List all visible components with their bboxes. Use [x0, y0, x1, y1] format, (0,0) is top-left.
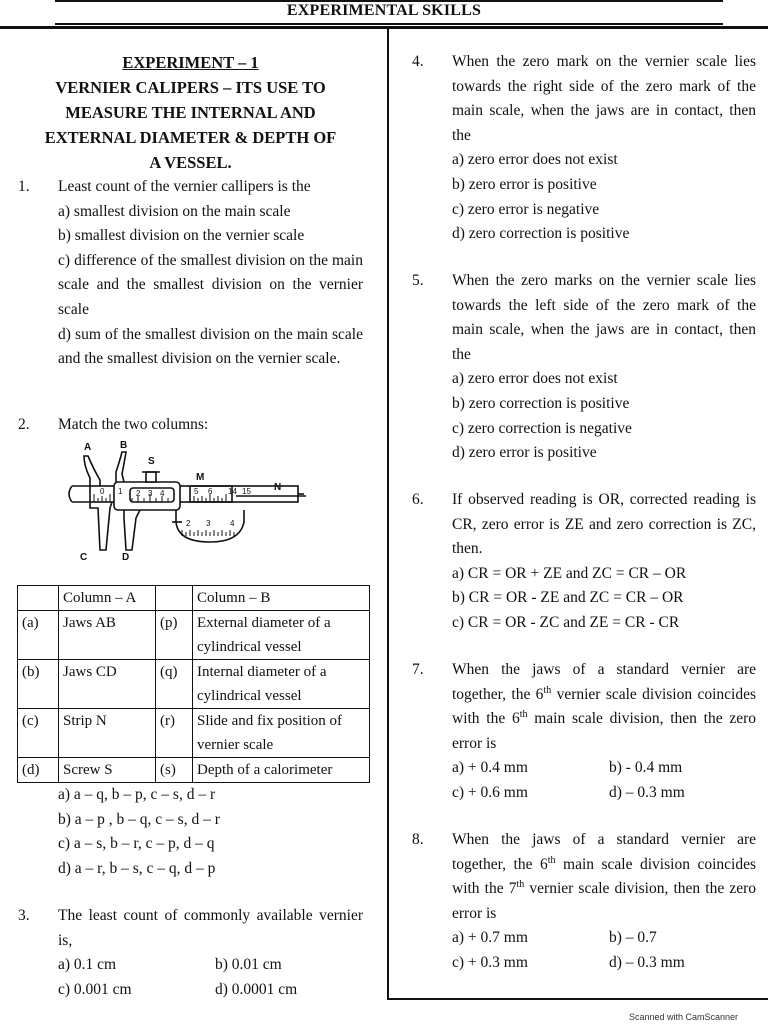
jaw-b	[116, 452, 126, 482]
tick-label: 6	[208, 487, 213, 496]
label-c: C	[80, 552, 88, 563]
option: a) + 0.4 mm	[452, 759, 528, 777]
column-a-cell: Jaws CD	[59, 660, 156, 709]
row-label: (q)	[156, 660, 193, 709]
screw-s	[146, 472, 156, 482]
option: c) zero correction is negative	[452, 419, 632, 437]
jaw-c	[90, 502, 112, 550]
column-b-cell: Internal diameter of a cylindrical vessel	[193, 660, 370, 709]
question-number: 4.	[412, 53, 424, 70]
column-b-cell: Depth of a calorimeter	[193, 758, 370, 783]
option: b) smallest division on the vernier scale	[58, 227, 305, 245]
option: a) a – q, b – p, c – s, d – r	[58, 786, 216, 803]
row-label: (s)	[156, 758, 193, 783]
option: a) zero error does not exist	[452, 370, 618, 388]
bottom-rule	[387, 998, 768, 1000]
jaw-a	[84, 456, 100, 486]
tick-label: 2	[186, 519, 191, 528]
experiment-title-line: A VESSEL.	[149, 153, 232, 172]
question-number: 5.	[412, 272, 424, 289]
column-a-cell: Jaws AB	[59, 611, 156, 660]
option: d) – 0.3 mm	[609, 783, 685, 801]
question-text: Match the two columns:	[58, 416, 209, 433]
header-double-rule	[0, 26, 768, 29]
tick-label: 2	[136, 489, 141, 498]
label-s: S	[148, 456, 155, 467]
table-row	[18, 758, 370, 783]
question-text: When the zero marks on the vernier scale lies towards the left side of the zero mark of the main scale, when the jaws are in contact, then the	[452, 272, 756, 363]
option: a) 0.1 cm	[58, 956, 117, 974]
header-underline	[55, 23, 723, 25]
question-number: 8.	[412, 831, 424, 848]
column-b-header: Column – B	[193, 586, 370, 611]
tick-label: 1	[118, 487, 123, 496]
row-label: (p)	[156, 611, 193, 660]
question-5	[412, 269, 756, 466]
question-2-options	[58, 783, 368, 881]
vernier-slider	[114, 482, 180, 510]
tick-label: 15	[242, 487, 251, 496]
row-label: (a)	[18, 611, 59, 660]
question-number: 6.	[412, 491, 424, 508]
table-header-row	[18, 586, 370, 611]
match-columns-table	[17, 585, 370, 783]
tick-label: 3	[206, 519, 211, 528]
question-1	[18, 175, 363, 372]
question-text: If observed reading is OR, corrected reading is CR, zero error is ZE and zero correction is ZC, then.	[452, 491, 756, 558]
table-row	[18, 709, 370, 758]
experiment-title-line: VERNIER CALIPERS – ITS USE TO	[55, 78, 326, 97]
option: b) CR = OR - ZE and ZC = CR – OR	[452, 589, 684, 607]
question-text: Least count of the vernier callipers is the	[58, 178, 311, 195]
experiment-title-line: EXTERNAL DIAMETER & DEPTH OF	[44, 128, 337, 147]
question-number: 1.	[18, 178, 30, 195]
question-text: When the zero mark on the vernier scale lies towards the right side of the zero mark of the main scale, when the jaws are in contact, then the	[452, 53, 756, 144]
table-row	[18, 660, 370, 709]
option: d) 0.0001 cm	[215, 980, 298, 998]
option: d) – 0.3 mm	[609, 953, 685, 971]
row-label: (c)	[18, 709, 59, 758]
label-a: A	[84, 442, 92, 453]
option: a) + 0.7 mm	[452, 929, 528, 947]
tick-label: 4	[160, 489, 165, 498]
question-8	[412, 828, 756, 976]
option: b) - 0.4 mm	[609, 759, 683, 777]
experiment-title-line: MEASURE THE INTERNAL AND	[65, 103, 316, 122]
option: c) CR = OR - ZC and ZE = CR - CR	[452, 613, 680, 631]
option: a) CR = OR + ZE and ZC = CR – OR	[452, 564, 687, 582]
column-b-cell: Slide and fix position of vernier scale	[193, 709, 370, 758]
question-text: The least count of commonly available vernier is,	[58, 907, 363, 949]
option: d) sum of the smallest division on the main scale and the smallest division on the vernier scale.	[58, 325, 363, 368]
question-number: 3.	[18, 907, 30, 924]
table-row	[18, 611, 370, 660]
question-6	[412, 488, 756, 636]
option: c) a – s, b – r, c – p, d – q	[58, 835, 215, 853]
option: b) 0.01 cm	[215, 956, 282, 974]
option: c) + 0.3 mm	[452, 953, 528, 971]
vernier-caliper-figure	[60, 438, 310, 564]
option: a) smallest division on the main scale	[58, 202, 291, 220]
question-7	[412, 658, 756, 806]
option: b) zero correction is positive	[452, 394, 630, 412]
section-title: EXPERIMENTAL SKILLS	[286, 2, 482, 19]
left-column	[18, 50, 363, 372]
column-b-cell: External diameter of a cylindrical vessel	[193, 611, 370, 660]
question-number: 7.	[412, 661, 424, 678]
option: c) zero error is negative	[452, 200, 600, 218]
question-number: 2.	[18, 416, 30, 433]
column-a-cell: Strip N	[59, 709, 156, 758]
option: a) zero error does not exist	[452, 151, 618, 169]
option: b) – 0.7	[609, 929, 657, 947]
scanner-watermark: Scanned with CamScanner	[628, 1012, 738, 1022]
option: b) a – p , b – q, c – s, d – r	[58, 810, 220, 828]
question-3	[18, 904, 363, 1002]
option: c) 0.001 cm	[58, 980, 132, 998]
row-label: (r)	[156, 709, 193, 758]
question-text: When the jaws of a standard vernier are together, the 6th vernier scale division coincides with the 6th main scale division, then the zero error is	[452, 661, 756, 752]
option: d) zero correction is positive	[452, 225, 630, 243]
question-2	[18, 413, 363, 438]
tick-label: 4	[230, 519, 235, 528]
row-label: (d)	[18, 758, 59, 783]
label-b: B	[120, 440, 128, 451]
tick-label: 14	[228, 487, 237, 496]
option: b) zero error is positive	[452, 175, 597, 193]
experiment-number: EXPERIMENT – 1	[122, 53, 259, 72]
option: c) difference of the smallest division on the main scale and the smallest division on the vernier scale	[58, 251, 363, 318]
label-n: N	[274, 482, 282, 493]
option: d) zero error is positive	[452, 444, 597, 462]
label-m: M	[196, 472, 205, 483]
column-a-cell: Screw S	[59, 758, 156, 783]
row-label: (b)	[18, 660, 59, 709]
column-divider	[387, 29, 389, 999]
tick-label: 5	[194, 487, 199, 496]
tick-label: 3	[148, 489, 153, 498]
tick-label: 0	[100, 487, 105, 496]
column-a-header: Column – A	[59, 586, 156, 611]
question-4	[412, 50, 756, 247]
option: c) + 0.6 mm	[452, 783, 528, 801]
question-text: When the jaws of a standard vernier are together, the 6th main scale division coincides with the 7th vernier scale division, then the zero error is	[452, 831, 756, 922]
jaw-d	[124, 510, 140, 550]
experiment-heading	[18, 50, 363, 175]
label-d: D	[122, 552, 130, 563]
option: d) a – r, b – s, c – q, d – p	[58, 859, 216, 877]
